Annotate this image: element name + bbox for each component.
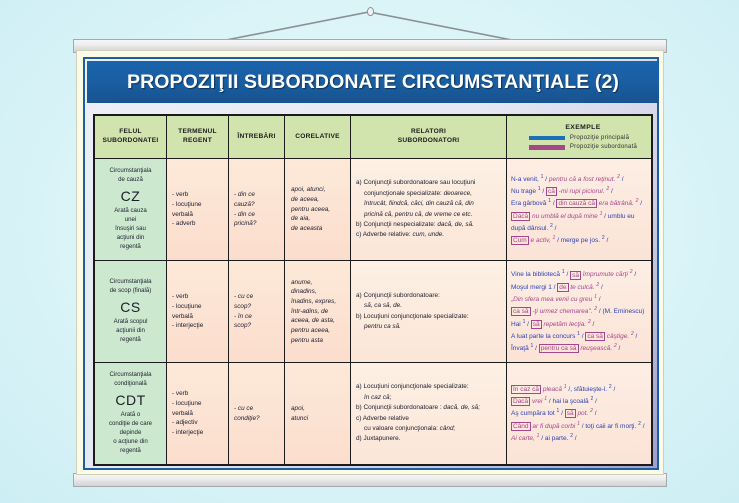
subordinate-clause-text: Ai carte, bbox=[511, 435, 535, 443]
correlative-line: de aceea, bbox=[291, 196, 320, 204]
example-sentence bbox=[511, 281, 647, 293]
clause-separator: / bbox=[548, 398, 551, 406]
clause-kind-line1: Circumstanţiala bbox=[109, 167, 152, 175]
clause-kind-description-line: regentă bbox=[120, 242, 141, 250]
relator-highlight: Dacă bbox=[513, 398, 529, 406]
example-sentence bbox=[511, 395, 647, 407]
main-clause-text: Aş cumpăra tot bbox=[511, 410, 555, 418]
cell-correlatives bbox=[285, 363, 351, 464]
main-clause-text: Vine la bibliotecă bbox=[511, 271, 561, 279]
legend-color-swatch bbox=[529, 145, 565, 150]
subordinate-clause-text: nu umblă el după mine bbox=[532, 212, 598, 220]
cell-relators bbox=[351, 261, 507, 362]
poster-rail-bottom bbox=[73, 473, 667, 487]
question-line: pricină? bbox=[234, 220, 257, 228]
relator-highlight: ca să bbox=[513, 308, 529, 316]
relator-line: d) Juxtapunere. bbox=[356, 435, 401, 443]
clause-number: 1 bbox=[561, 269, 565, 276]
clause-number: 2 bbox=[550, 222, 553, 229]
relator-highlight: să bbox=[532, 320, 540, 328]
clause-number: 1 bbox=[563, 383, 567, 390]
clause-separator: / bbox=[561, 410, 563, 418]
main-clause-text: Nu trage bbox=[511, 188, 536, 195]
header-kind-line1: FELUL bbox=[119, 128, 142, 136]
cell-correlatives bbox=[285, 159, 351, 260]
legend-item bbox=[529, 134, 637, 142]
clause-number: 1 bbox=[577, 330, 580, 337]
regent-term-line: - verb bbox=[172, 293, 189, 301]
subordinate-clause-text: repetăm lecţia. bbox=[543, 320, 587, 328]
clause-abbreviation: CDT bbox=[115, 392, 146, 409]
clause-separator: / bbox=[553, 283, 556, 291]
clause-separator: / bbox=[542, 188, 545, 195]
subordinate-clause-text: e activ, bbox=[530, 237, 551, 245]
subordinate-clause-text: reuşească. bbox=[580, 345, 613, 353]
header-relators-line1: RELATORI bbox=[410, 128, 447, 136]
clause-number: 1 bbox=[537, 185, 541, 192]
cell-examples bbox=[507, 363, 651, 464]
example-sentence bbox=[511, 173, 647, 185]
clause-separator: 1 bbox=[548, 283, 552, 291]
clause-kind-description-line: acţiunii din bbox=[116, 327, 145, 335]
clause-kind-description-line: unei bbox=[124, 216, 137, 224]
main-clause-text: Învaţă bbox=[511, 345, 529, 353]
legend-row-list bbox=[529, 134, 637, 152]
clause-number: 2 bbox=[590, 396, 594, 402]
header-examples-label: EXEMPLE bbox=[565, 123, 601, 131]
subordinate-clause-text: ar fi după corbi bbox=[532, 422, 576, 430]
page-title: PROPOZIŢII SUBORDONATE CIRCUMSTANŢIALE (2) bbox=[126, 70, 620, 93]
clause-number: 1 bbox=[594, 294, 597, 300]
main-clause-text: umblu eu bbox=[607, 212, 635, 220]
cell-questions bbox=[229, 363, 285, 464]
clause-kind-description-line: regentă bbox=[120, 446, 141, 454]
question-line: - cu ce bbox=[234, 404, 254, 412]
relator-term: pentru ca să. bbox=[364, 322, 401, 330]
regent-term-line: verbală bbox=[172, 409, 193, 417]
clause-number: 2 bbox=[617, 173, 620, 180]
clause-separator: / bbox=[600, 283, 603, 291]
clause-number: 1 bbox=[599, 210, 603, 217]
clause-kind-description-line: condiţie de care bbox=[108, 420, 153, 428]
clause-separator: / bbox=[621, 175, 624, 183]
clause-separator: / bbox=[606, 237, 609, 245]
relator-highlight: de bbox=[559, 283, 567, 291]
main-clause-text: hai la şcoală bbox=[552, 398, 589, 406]
main-clause-text: Hai bbox=[511, 320, 521, 328]
clause-number: 2 bbox=[630, 330, 634, 337]
clause-separator: / bbox=[581, 333, 584, 341]
clause-number: 2 bbox=[638, 420, 641, 427]
clause-number: 1 bbox=[530, 343, 534, 350]
clause-number: 1 bbox=[544, 396, 548, 402]
cell-regent-term bbox=[167, 261, 229, 362]
relator-line: a) Conjuncţii subordonatoare sau locuţiuni bbox=[356, 179, 476, 187]
clause-number: 1 bbox=[556, 408, 560, 415]
header-term-line2: REGENT bbox=[183, 137, 212, 144]
relator-line: c) Adverbe relative bbox=[356, 414, 409, 422]
subordinate-clause-text: pentru că a fost reţinut. bbox=[548, 175, 616, 183]
question-line: - din ce bbox=[234, 210, 255, 218]
cell-examples bbox=[507, 159, 651, 260]
clause-number: 1 bbox=[548, 198, 552, 205]
relator-highlight: să bbox=[572, 271, 579, 279]
correlative-line: apoi, atunci, bbox=[291, 186, 326, 194]
clause-separator: / bbox=[640, 200, 643, 208]
hanger-hook-icon bbox=[367, 7, 374, 16]
header-cell-kind bbox=[95, 116, 167, 158]
clause-kind-description-line: Arată o bbox=[120, 411, 141, 419]
example-sentence bbox=[511, 420, 647, 432]
main-clause-text: / (M. Eminescu) bbox=[598, 308, 645, 316]
correlative-line: dinadins, bbox=[291, 288, 317, 296]
clause-number: 2 bbox=[613, 343, 617, 350]
clause-number: 2 bbox=[608, 383, 612, 390]
relator-line: a) Locuţiuni conjuncţionale specializate: bbox=[356, 383, 469, 391]
relator-highlight: Cum bbox=[513, 237, 527, 245]
clause-separator: / bbox=[613, 385, 616, 393]
main-clause-text: ai parte. bbox=[544, 435, 569, 443]
clause-number: 2 bbox=[629, 269, 633, 276]
subordinate-clause-text: era bătrână. bbox=[598, 200, 634, 208]
clause-separator: / bbox=[535, 345, 537, 353]
clause-separator: / bbox=[618, 345, 621, 353]
clause-number: 1 bbox=[577, 420, 580, 427]
regent-term-line: verbală bbox=[172, 210, 193, 218]
clause-separator: / bbox=[566, 271, 569, 279]
question-line: cauză? bbox=[234, 200, 255, 208]
relator-line: b) Conjuncţii nespecializate: dacă, de, să. bbox=[356, 220, 474, 228]
clause-separator: / bbox=[541, 435, 544, 443]
clause-kind-line2: condiţională bbox=[114, 380, 147, 388]
regent-term-line: verbală bbox=[172, 312, 193, 320]
relator-line bbox=[356, 322, 501, 332]
relator-highlight: pentru ca să bbox=[540, 345, 577, 353]
table-row bbox=[95, 159, 651, 261]
subordinate-clause-text: „Din sfera mea venii cu greu bbox=[511, 296, 593, 304]
relator-line bbox=[356, 210, 501, 220]
question-line: scop? bbox=[234, 322, 252, 330]
header-cell-examples bbox=[507, 116, 651, 158]
cell-correlatives bbox=[285, 261, 351, 362]
main-clause-text: /, sfătuieşte-l. bbox=[568, 385, 608, 393]
subordinate-clauses-table bbox=[93, 114, 653, 466]
clause-number: 2 bbox=[594, 306, 598, 313]
relator-highlight: Când bbox=[513, 422, 529, 430]
correlative-line: atunci bbox=[291, 414, 309, 422]
clause-separator: / bbox=[604, 212, 606, 220]
subordinate-clause-text: te culcă. bbox=[570, 283, 595, 291]
relator-term: în caz că; bbox=[364, 393, 392, 401]
cell-clause-kind bbox=[95, 363, 167, 464]
relator-term: dacă, de, să; bbox=[443, 404, 480, 412]
table-row bbox=[95, 363, 651, 464]
regent-term-line: - adverb bbox=[172, 220, 196, 228]
cell-clause-kind bbox=[95, 261, 167, 362]
clause-number: 1 bbox=[540, 173, 544, 180]
clause-separator: / bbox=[598, 296, 601, 304]
relator-line: a) Conjuncţii subordonatoare: bbox=[356, 291, 440, 299]
table-header-row bbox=[95, 116, 651, 159]
header-correlatives-label: CORELATIVE bbox=[295, 132, 340, 140]
relator-line: c) Adverbe relative: cum, unde. bbox=[356, 231, 445, 239]
clause-abbreviation: CZ bbox=[120, 188, 141, 205]
relator-highlight: Dacă bbox=[513, 212, 529, 220]
clause-number: 2 bbox=[606, 185, 610, 192]
question-line: - din ce bbox=[234, 191, 255, 199]
relator-highlight: să bbox=[566, 410, 574, 418]
clause-kind-description-line: Arată scopul bbox=[113, 318, 148, 326]
relator-term: să, ca să, de. bbox=[364, 302, 403, 310]
regent-term-line: - locuţiune bbox=[172, 400, 202, 408]
header-cell-relators bbox=[351, 116, 507, 158]
relator-term: dacă, de, să. bbox=[437, 220, 474, 228]
header-relators-line2: SUBORDONATORI bbox=[397, 137, 460, 144]
regent-term-line: - interjecţie bbox=[172, 428, 204, 436]
example-sentence bbox=[511, 330, 647, 342]
question-line: scop? bbox=[234, 302, 252, 310]
table-row bbox=[95, 261, 651, 363]
main-clause-text: / toţi caii ar fi morţi. bbox=[581, 422, 637, 430]
clause-separator: / bbox=[595, 398, 597, 406]
subordinate-clause-text: câştige. bbox=[606, 333, 630, 341]
main-clause-text: merge pe jos. bbox=[560, 237, 601, 245]
clause-kind-line2: de scop (finală) bbox=[109, 287, 152, 295]
example-sentence bbox=[511, 210, 647, 222]
relator-line bbox=[356, 301, 501, 311]
clause-separator: / bbox=[642, 422, 645, 430]
subordinate-clause-text: împrumute cărţi bbox=[582, 271, 628, 279]
correlative-line: de aia, bbox=[291, 215, 311, 223]
clause-number: 2 bbox=[570, 432, 573, 439]
poster-canvas bbox=[83, 57, 659, 470]
relator-term: cum, unde. bbox=[412, 231, 445, 239]
clause-number: 1 bbox=[552, 235, 556, 242]
main-clause-text: Era gârbovă bbox=[511, 200, 547, 208]
clause-separator: / bbox=[545, 175, 548, 183]
relator-line bbox=[356, 199, 501, 209]
poster-title-bar bbox=[87, 61, 659, 103]
clause-separator: / bbox=[574, 435, 577, 443]
cell-relators bbox=[351, 159, 507, 260]
regent-term-line: - adjectiv bbox=[172, 419, 198, 427]
cell-regent-term bbox=[167, 159, 229, 260]
example-sentence bbox=[511, 185, 647, 197]
correlative-line: pentru asta bbox=[291, 336, 323, 344]
example-sentence bbox=[511, 268, 647, 280]
correlative-line: anume, bbox=[291, 278, 313, 286]
example-sentence bbox=[511, 222, 647, 234]
cell-questions bbox=[229, 261, 285, 362]
clause-separator: / bbox=[557, 237, 559, 245]
subordinate-clause-text: vrei bbox=[532, 398, 543, 406]
regent-term-line: - verb bbox=[172, 191, 189, 199]
regent-term-line: - interjecţie bbox=[172, 322, 204, 330]
legend-label: Propoziţie principală bbox=[569, 134, 630, 141]
question-line: - cu ce bbox=[234, 293, 254, 301]
clause-kind-description-line: Arată cauza bbox=[114, 207, 147, 215]
clause-kind-description-line: regentă bbox=[120, 335, 141, 343]
example-sentence bbox=[511, 383, 647, 395]
cell-relators bbox=[351, 363, 507, 464]
cell-examples bbox=[507, 261, 651, 362]
subordinate-clause-text: -mi rupi piciorul. bbox=[558, 188, 605, 195]
regent-term-line: - locuţiune bbox=[172, 200, 202, 208]
clause-separator: / bbox=[635, 333, 638, 341]
correlative-line: pentru aceea, bbox=[291, 205, 331, 213]
header-term-line1: TERMENUL bbox=[178, 128, 217, 136]
header-cell-term bbox=[167, 116, 229, 158]
relator-line: b) Conjuncţii subordonatoare : dacă, de, să; bbox=[356, 404, 480, 412]
relator-highlight: ca să bbox=[587, 333, 603, 341]
clause-separator: / bbox=[594, 410, 597, 418]
clause-separator: / bbox=[554, 224, 557, 232]
example-sentence bbox=[511, 342, 647, 354]
clause-number: 2 bbox=[587, 318, 591, 325]
header-kind-line2: SUBORDONATEI bbox=[102, 137, 159, 144]
clause-number: 2 bbox=[590, 408, 593, 415]
clause-separator: / bbox=[552, 200, 555, 208]
relator-term: pricină că, pentru că, de vreme ce etc. bbox=[364, 210, 473, 218]
example-sentence bbox=[511, 407, 647, 419]
example-sentence bbox=[511, 234, 647, 246]
relator-line bbox=[356, 393, 501, 403]
clause-number: 2 bbox=[596, 281, 600, 288]
relator-highlight: că bbox=[547, 188, 555, 195]
example-sentence bbox=[511, 197, 647, 209]
clause-separator: / bbox=[592, 320, 595, 328]
clause-separator: / bbox=[634, 271, 637, 279]
correlative-line: aceea, de asta, bbox=[291, 317, 335, 325]
relator-highlight: din cauză că bbox=[558, 200, 595, 208]
clause-number: 2 bbox=[635, 198, 639, 205]
subordinate-clause-text: pleacă bbox=[542, 385, 562, 393]
question-line: - în ce bbox=[234, 312, 252, 320]
regent-term-line: - verb bbox=[172, 390, 189, 398]
subordinate-clause-text: -ţi urmez chemarea". bbox=[532, 308, 593, 316]
clause-separator: / bbox=[527, 320, 529, 328]
correlative-line: înadins, expres, bbox=[291, 298, 337, 306]
question-line: condiţie? bbox=[234, 414, 260, 422]
legend-item bbox=[529, 143, 637, 151]
clause-number: 1 bbox=[536, 432, 540, 439]
main-clause-text: Moşul mergi bbox=[511, 283, 547, 291]
cell-clause-kind bbox=[95, 159, 167, 260]
relator-term: când; bbox=[439, 424, 456, 432]
cell-regent-term bbox=[167, 363, 229, 464]
poster-frame bbox=[76, 50, 664, 475]
subordinate-clause-text: pot. bbox=[577, 410, 589, 418]
relator-line: conjuncţionale specializate: deoarece, bbox=[364, 189, 473, 197]
example-sentence bbox=[511, 293, 647, 305]
clause-number: 1 bbox=[522, 318, 526, 325]
clause-kind-description-line: o acţiune din bbox=[113, 437, 148, 445]
regent-term-line: - locuţiune bbox=[172, 302, 202, 310]
correlative-line: pentru aceea, bbox=[291, 326, 331, 334]
clause-separator: / bbox=[610, 188, 613, 195]
main-clause-text: N-a venit, bbox=[511, 175, 539, 183]
cell-questions bbox=[229, 159, 285, 260]
correlative-line: de aceasta bbox=[291, 224, 323, 232]
clause-number: 2 bbox=[601, 235, 605, 242]
examples-legend bbox=[509, 116, 649, 158]
relator-line: cu valoare conjuncţionala: când; bbox=[364, 424, 456, 432]
clause-kind-line1: Circumstanţiala bbox=[109, 371, 152, 379]
clause-kind-description-line: depinde bbox=[119, 429, 142, 437]
relator-line: b) Locuţiuni conjuncţionale specializate: bbox=[356, 312, 469, 320]
header-questions-label: ÎNTREBĂRI bbox=[237, 132, 276, 140]
clause-abbreviation: CS bbox=[120, 298, 141, 315]
example-sentence bbox=[511, 305, 647, 317]
correlative-line: apoi, bbox=[291, 404, 305, 412]
example-sentence bbox=[511, 432, 647, 444]
clause-kind-line1: Circumstanţiala bbox=[109, 278, 152, 286]
main-clause-text: după dânsul. bbox=[511, 224, 549, 232]
clause-kind-line2: de cauză bbox=[118, 176, 143, 184]
clause-kind-description-line: acţiuni din bbox=[116, 233, 145, 241]
main-clause-text: A luat parte la concurs bbox=[511, 333, 576, 341]
relator-highlight: În caz că bbox=[513, 385, 540, 393]
clause-kind-description-line: însuşiri sau bbox=[115, 225, 146, 233]
relator-term: deoarece, bbox=[443, 189, 473, 197]
header-cell-correlatives bbox=[285, 116, 351, 158]
relator-term: întrucât, fiindcă, căci, din cauză că, din bbox=[364, 200, 474, 208]
example-sentence bbox=[511, 318, 647, 330]
header-cell-questions bbox=[229, 116, 285, 158]
correlative-line: într-adins, de bbox=[291, 307, 329, 315]
legend-label: Propoziţie subordonată bbox=[569, 144, 638, 151]
legend-color-swatch bbox=[529, 136, 565, 141]
